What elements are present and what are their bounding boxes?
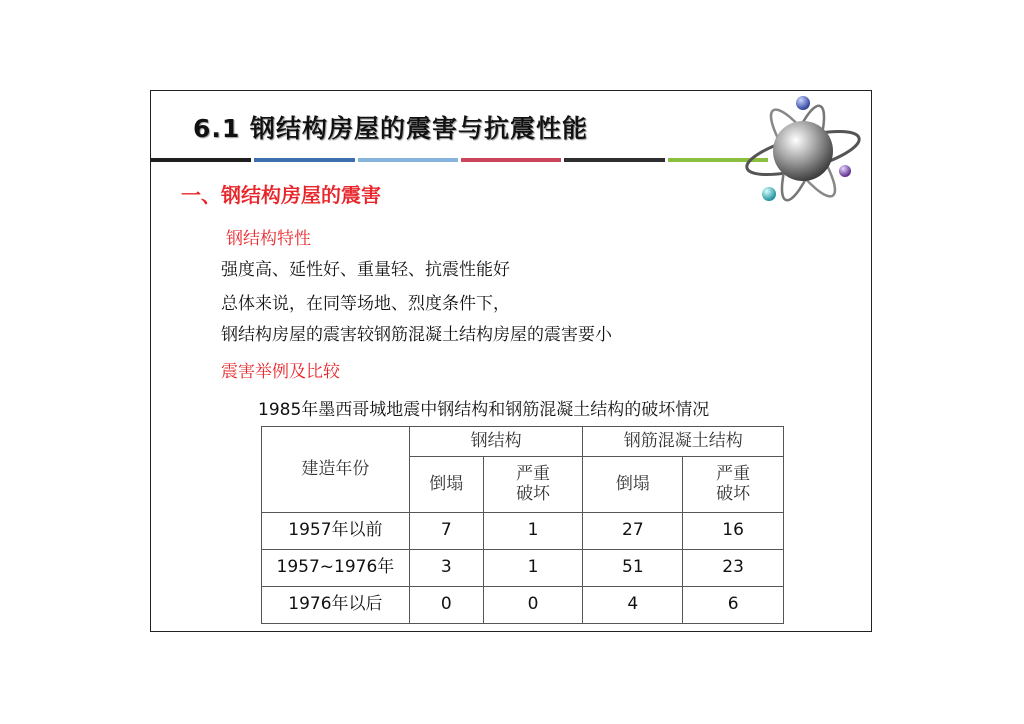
table-row <box>262 513 784 550</box>
table-row <box>262 550 784 587</box>
cell-rc-collapse: 27 <box>583 513 683 550</box>
severe-line-2: 破坏 <box>516 483 551 504</box>
cell-steel-severe: 1 <box>483 550 583 587</box>
table-row <box>262 587 784 624</box>
text-line-2: 总体来说，在同等场地、烈度条件下， <box>221 294 510 314</box>
cell-year: 1957~1976年 <box>262 550 410 587</box>
bar-segment-5 <box>564 158 664 162</box>
severe-line-1: 严重 <box>716 463 751 484</box>
cell-rc-collapse: 4 <box>583 587 683 624</box>
cell-steel-collapse: 0 <box>409 587 483 624</box>
bar-segment-3 <box>358 158 458 162</box>
header-rc: 钢筋混凝土结构 <box>583 427 784 457</box>
cell-rc-collapse: 51 <box>583 550 683 587</box>
text-line-3: 钢结构房屋的震害较钢筋混凝土结构房屋的震害要小 <box>221 325 612 345</box>
header-steel-collapse: 倒塌 <box>409 457 483 513</box>
severe-line-2: 破坏 <box>716 483 751 504</box>
subsection-steel-properties: 钢结构特性 <box>226 229 311 249</box>
bar-segment-4 <box>461 158 561 162</box>
cell-rc-severe: 6 <box>683 587 784 624</box>
title-underline <box>151 158 771 162</box>
cell-rc-severe: 23 <box>683 550 784 587</box>
cell-steel-severe: 1 <box>483 513 583 550</box>
bar-segment-1 <box>151 158 251 162</box>
header-rc-collapse: 倒塌 <box>583 457 683 513</box>
page-title: 6.1 钢结构房屋的震害与抗震性能 <box>193 114 588 143</box>
cell-steel-collapse: 7 <box>409 513 483 550</box>
bar-segment-2 <box>254 158 354 162</box>
damage-table <box>261 426 784 624</box>
text-line-1: 强度高、延性好、重量轻、抗震性能好 <box>221 260 510 280</box>
table-caption: 1985年墨西哥城地震中钢结构和钢筋混凝土结构的破坏情况 <box>258 400 710 420</box>
header-year: 建造年份 <box>262 427 410 513</box>
header-steel: 钢结构 <box>409 427 583 457</box>
section-heading: 一、钢结构房屋的震害 <box>181 183 381 207</box>
atom-logo-icon <box>741 89 869 209</box>
severe-line-1: 严重 <box>516 463 551 484</box>
subsection-damage-examples: 震害举例及比较 <box>221 362 340 382</box>
cell-year: 1976年以后 <box>262 587 410 624</box>
cell-year: 1957年以前 <box>262 513 410 550</box>
header-rc-severe <box>683 457 784 513</box>
cell-rc-severe: 16 <box>683 513 784 550</box>
cell-steel-collapse: 3 <box>409 550 483 587</box>
table-header-row <box>262 427 784 457</box>
cell-steel-severe: 0 <box>483 587 583 624</box>
header-steel-severe <box>483 457 583 513</box>
slide <box>150 90 872 632</box>
